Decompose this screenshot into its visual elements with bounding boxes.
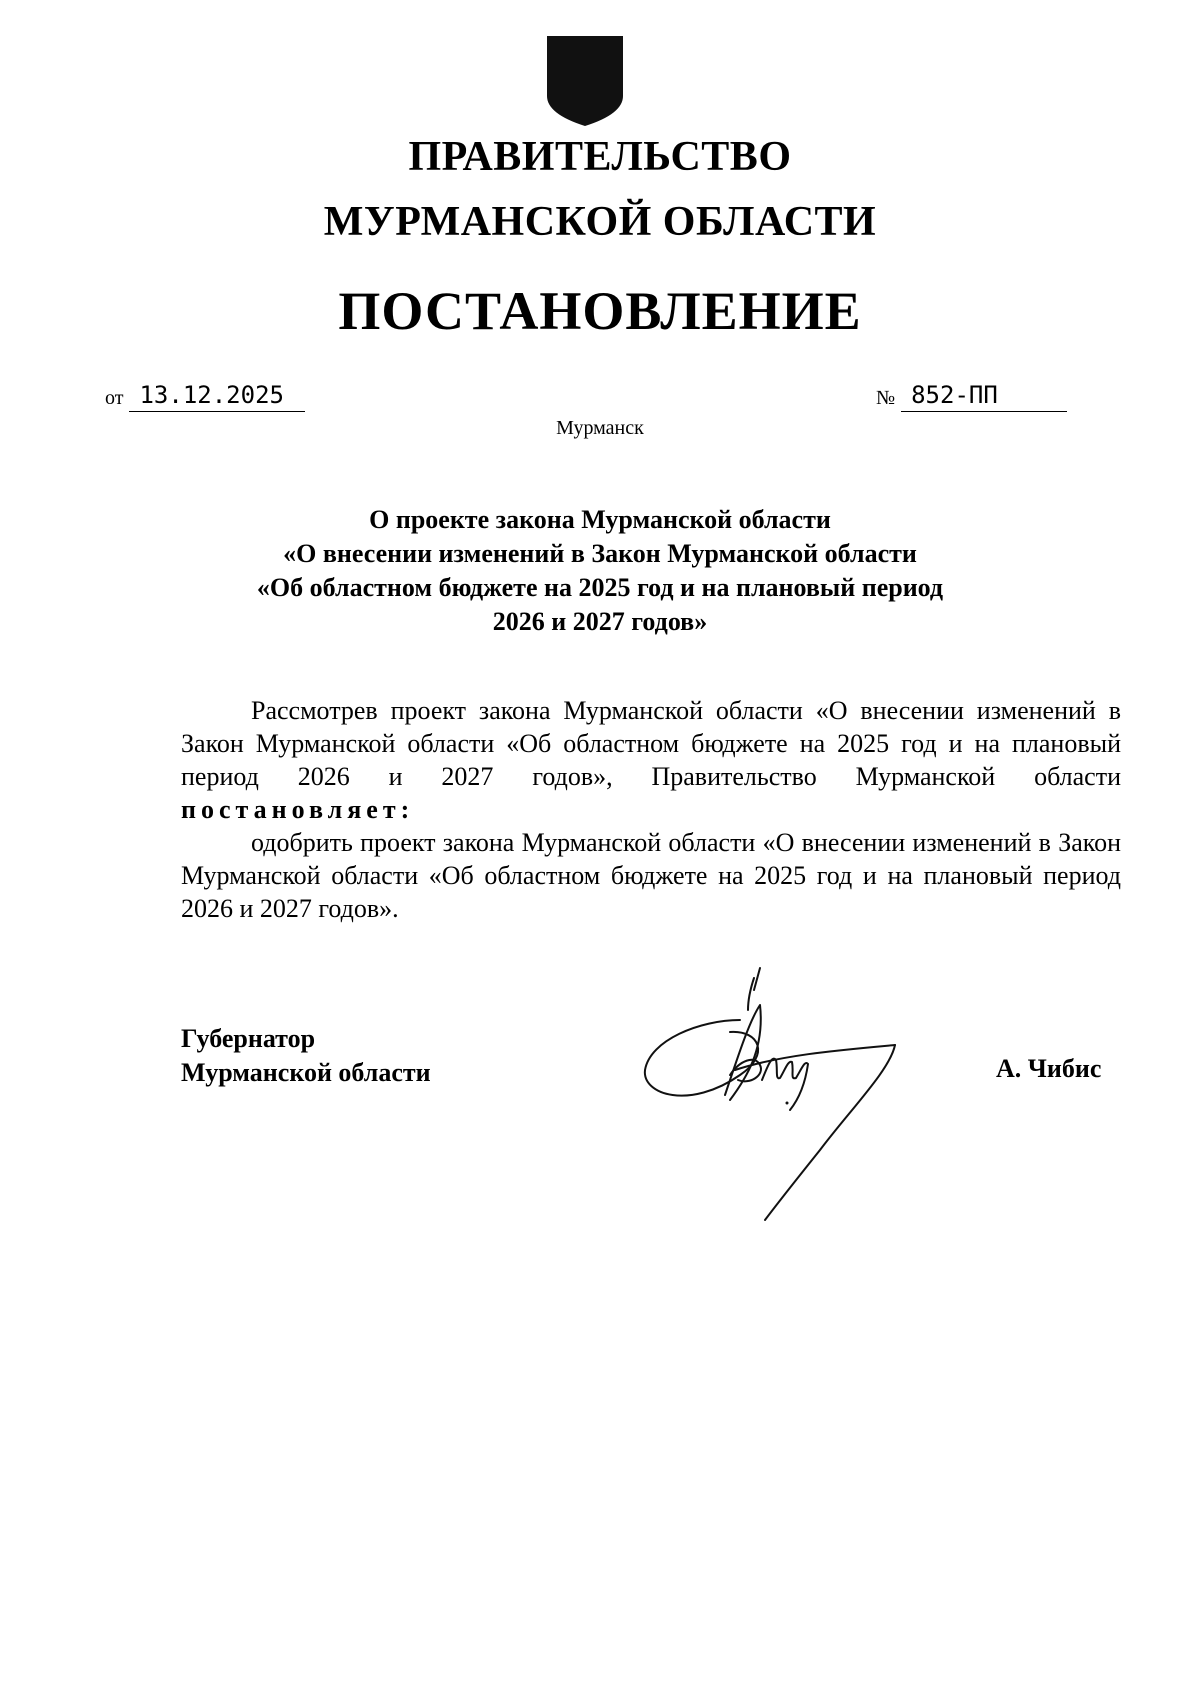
body-paragraph-text: Рассмотрев проект закона Мурманской области «О внесении изменений в Закон Мурманской области «Об областном бюджете на 2025 год и на плановый период 2026 и 2027 годов», Правительство Мурманской области: [181, 696, 1121, 791]
document-type-heading: ПОСТАНОВЛЕНИЕ: [338, 281, 862, 341]
organization-name-line1: ПРАВИТЕЛЬСТВО: [408, 134, 792, 180]
body-paragraph: [181, 694, 1121, 826]
signatory-name: А. Чибис: [996, 1054, 1102, 1083]
position-line: Губернатор: [181, 1024, 316, 1053]
coat-of-arms-emblem: [545, 36, 625, 126]
handwritten-signature: [630, 960, 930, 1260]
document-title: [150, 503, 1050, 639]
date-prefix: от: [105, 387, 124, 409]
organization-name-line2: МУРМАНСКОЙ ОБЛАСТИ: [323, 199, 877, 245]
position-line: Мурманской области: [181, 1058, 431, 1087]
body-paragraph: одобрить проект закона Мурманской области «О внесении изменений в Закон Мурманской области «Об областном бюджете на 2025 год и на плановый период 2026 и 2027 годов».: [181, 828, 1121, 923]
document-body: [181, 694, 1121, 925]
date-field: [105, 376, 305, 412]
title-line: О проекте закона Мурманской области: [369, 505, 831, 534]
number-prefix: №: [876, 387, 896, 409]
title-line: 2026 и 2027 годов»: [492, 607, 708, 636]
resolution-keyword: постановляет:: [181, 795, 415, 824]
date-value: 13.12.2025: [129, 381, 305, 412]
city-name: Мурманск: [556, 417, 644, 439]
title-line: «О внесении изменений в Закон Мурманской области: [283, 539, 917, 568]
title-line: «Об областном бюджете на 2025 год и на плановый период: [256, 573, 944, 602]
number-field: [876, 376, 1067, 412]
number-value: 852-ПП: [901, 381, 1067, 412]
signatory-position: [181, 1022, 431, 1090]
